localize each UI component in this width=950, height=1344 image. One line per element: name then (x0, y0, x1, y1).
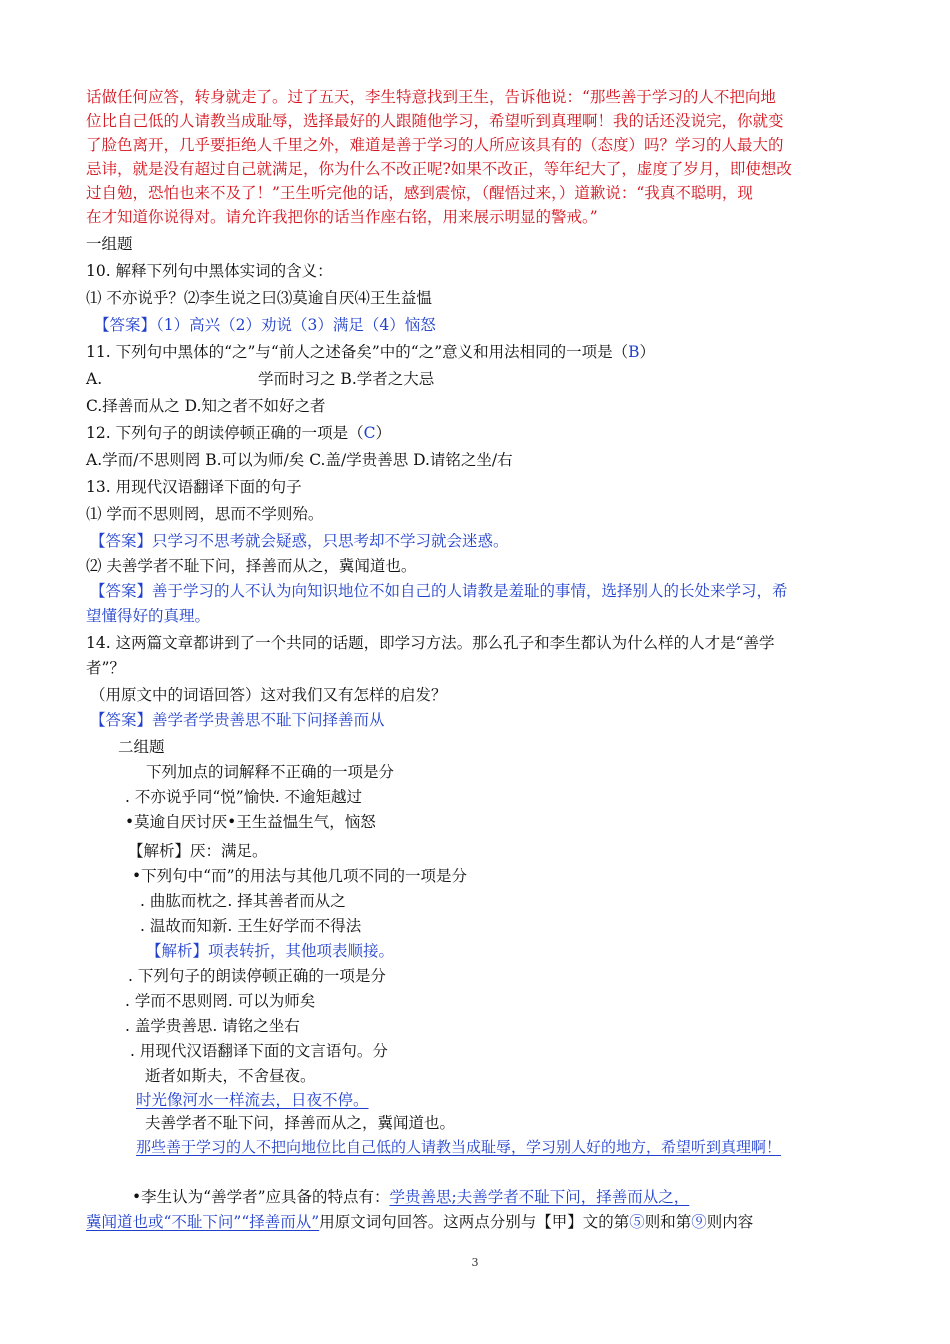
q10-stem: 10. 解释下列句中黑体实词的含义： (86, 262, 333, 280)
group2-q3-options-2: . 盖学贵善思. 请铭之坐右 (125, 1017, 300, 1035)
q11-answer: B (628, 343, 640, 361)
q11-options-ab: 学而时习之 B.学者之大忌 (258, 370, 435, 388)
group2-q1-options-1: . 不亦说乎同“悦”愉快. 不逾矩越过 (125, 788, 363, 806)
q10-items: ⑴ 不亦说乎？⑵李生说之曰⑶莫逾自厌⑷王生益愠 (86, 289, 432, 307)
q14-stem-line-2: 者”？ (86, 659, 125, 677)
q11-options-cd: C.择善而从之 D.知之者不如好之者 (86, 397, 326, 415)
q14-stem-line-1: 14. 这两篇文章都讲到了一个共同的话题，即学习方法。那么孔子和李生都认为什么样的人才是“善学 (86, 634, 775, 652)
q14-answer: 【答案】善学者学贵善思不耻下问择善而从 (90, 711, 385, 729)
passage-line-2: 位比自己低的人请教当成耻辱，选择最好的人跟随他学习，希望听到真理啊！我的话还没说完，你就变 (86, 112, 784, 130)
group2-q4: . 用现代汉语翻译下面的文言语句。分 (130, 1042, 388, 1060)
q13-sentence-2: ⑵ 夫善学者不耻下问，择善而从之，冀闻道也。 (86, 557, 417, 575)
group2-q5-line-2: 冀闻道也或“不耻下问”“择善而从”用原文词句回答。这两点分别与【甲】文的第⑤则和第⑨则内容 (86, 1213, 754, 1231)
q13-stem: 13. 用现代汉语翻译下面的句子 (86, 478, 302, 496)
group2-q2-options-1: . 曲肱而枕之. 择其善者而从之 (140, 892, 346, 910)
group2-q3: . 下列句子的朗读停顿正确的一项是分 (128, 967, 386, 985)
q11-option-a-label: A. (86, 370, 103, 388)
q13-answer-1: 【答案】只学习不思考就会疑惑，只思考却不学习就会迷惑。 (90, 532, 509, 550)
q12-options: A.学而/不思则罔 B.可以为师/矣 C.盖/学贵善思 D.请铭之坐/右 (86, 451, 513, 469)
q13-sentence-1: ⑴ 学而不思则罔，思而不学则殆。 (86, 505, 324, 523)
group2-q2: •下列句中“而”的用法与其他几项不同的一项是分 (132, 867, 467, 885)
group2-q5-line-1: •李生认为“善学者”应具备的特点有：学贵善思;夫善学者不耻下问，择善而从之， (132, 1188, 690, 1206)
q11-stem: 11. 下列句中黑体的“之”与“前人之述备矣”中的“之”意义和用法相同的一项是（B） (86, 343, 656, 361)
passage-line-1: 话做任何应答，转身就走了。过了五天，李生特意找到王生，告诉他说：“那些善于学习的人不把向地 (86, 88, 776, 106)
group2-q4-answer-1: 时光像河水一样流去，日夜不停。 (136, 1091, 369, 1109)
group2-q5-answer-1: 学贵善思 (389, 1188, 452, 1206)
group2-q1: 下列加点的词解释不正确的一项是分 (146, 763, 395, 781)
group2-title: 二组题 (118, 738, 165, 756)
group2-q5-answer-3: 冀闻道也或“不耻下问”“择善而从” (86, 1213, 320, 1231)
q14-stem-line-3: （用原文中的词语回答）这对我们又有怎样的启发？ (90, 686, 447, 704)
q10-answer: 【答案】（1）高兴（2）劝说（3）满足（4）恼怒 (94, 316, 436, 334)
page-number: 3 (471, 1256, 479, 1269)
q13-answer-2-line-1: 【答案】善于学习的人不认为向知识地位不如自己的人请教是羞耻的事情，选择别人的长处来学习，希 (90, 582, 788, 600)
group2-q1-options-2: •莫逾自厌讨厌•王生益愠生气，恼怒 (125, 813, 376, 831)
group2-q4-sentence-2: 夫善学者不耻下问，择善而从之，冀闻道也。 (145, 1114, 456, 1132)
group2-q4-answer-2: 那些善于学习的人不把向地位比自己低的人请教当成耻辱，学习别人好的地方，希望听到真理啊！ (136, 1138, 782, 1156)
q13-answer-2-line-2: 望懂得好的真理。 (86, 607, 211, 625)
group2-q2-explanation: 【解析】项表转折，其他项表顺接。 (146, 942, 395, 960)
group2-q2-options-2: . 温故而知新. 王生好学而不得法 (140, 917, 362, 935)
group1-title: 一组题 (86, 235, 133, 253)
group2-q1-explanation: 【解析】厌：满足。 (128, 842, 268, 860)
passage-line-5: 过自勉，恐怕也来不及了！”王生听完他的话，感到震惊，（醒悟过来，）道歉说：“我真不聪明，现 (86, 184, 753, 202)
group2-q3-options-1: . 学而不思则罔. 可以为师矣 (125, 992, 316, 1010)
group2-q4-sentence-1: 逝者如斯夫，不舍昼夜。 (145, 1067, 316, 1085)
passage-line-6: 在才知道你说得对。请允许我把你的话当作座右铭，用来展示明显的警戒。” (86, 208, 598, 226)
q12-answer: C (363, 424, 376, 442)
passage-line-3: 了脸色离开，几乎要拒绝人千里之外，难道是善于学习的人所应该具有的（态度）吗？学习的人最大的 (86, 136, 784, 154)
q12-stem: 12. 下列句子的朗读停顿正确的一项是（C） (86, 424, 391, 442)
group2-q5-answer-2: 夫善学者不耻下问，择善而从之， (456, 1188, 690, 1206)
passage-line-4: 忌讳，就是没有超过自己就满足，你为什么不改正呢?如果不改正，等年纪大了，虚度了岁月，即使想改 (86, 160, 792, 178)
